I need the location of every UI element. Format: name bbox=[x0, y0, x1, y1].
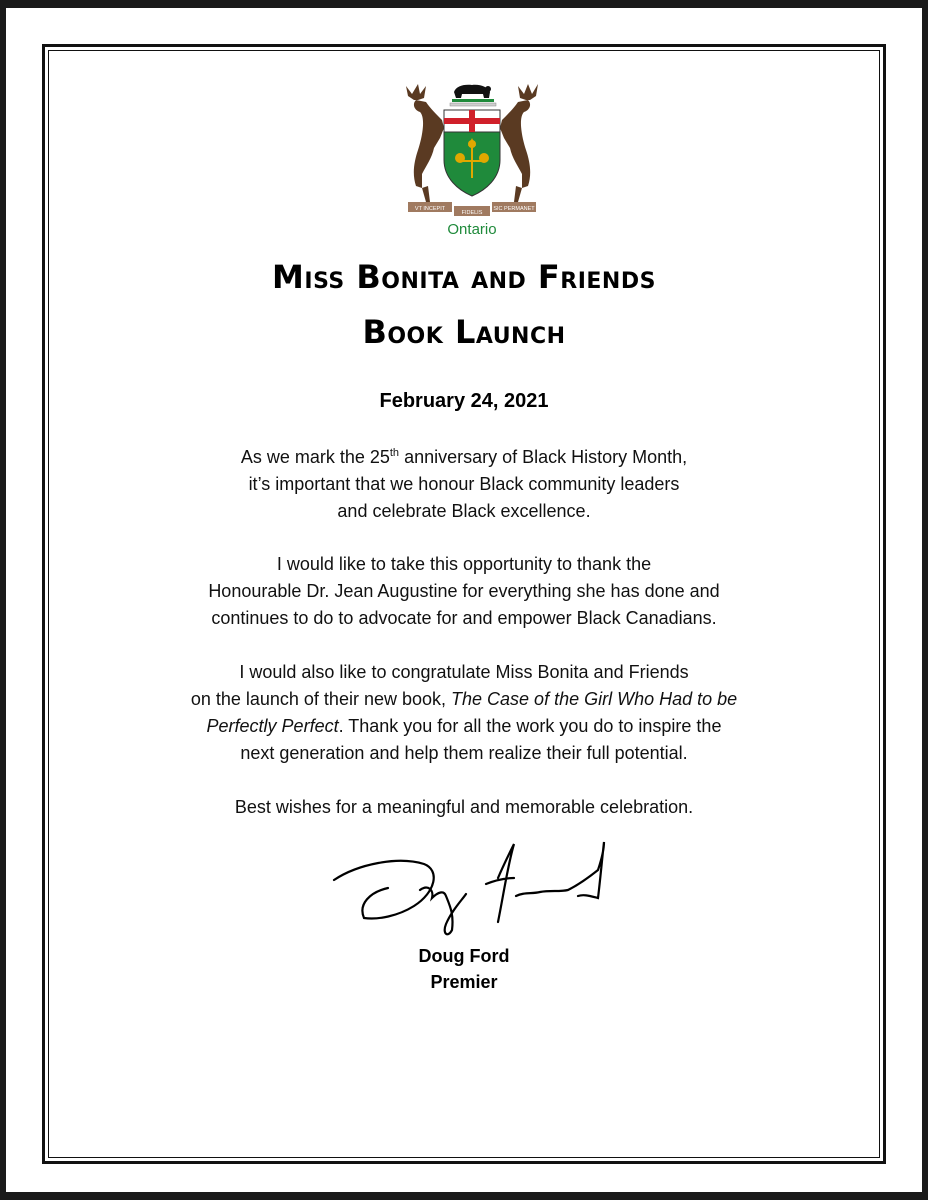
p2-line1: I would like to take this opportunity to thank the bbox=[276, 554, 652, 574]
letter-date: February 24, 2021 bbox=[379, 390, 549, 412]
book-title-part2: Perfectly Perfect bbox=[206, 716, 339, 736]
p3-line4: next generation and help them realize their full potential. bbox=[240, 743, 688, 763]
p1-text-a: As we mark the 25 bbox=[240, 447, 390, 467]
paragraph-2 bbox=[66, 551, 862, 632]
p2-line2: Honourable Dr. Jean Augustine for everything she has done and bbox=[208, 581, 720, 601]
ontario-wordmark: Ontario bbox=[447, 221, 497, 238]
p3-line2-pre: on the launch of their new book, bbox=[190, 689, 452, 709]
bear-icon bbox=[454, 85, 491, 98]
motto-right-text: SIC PERMANET bbox=[493, 206, 535, 212]
motto-center-text: FIDELIS bbox=[461, 210, 483, 216]
shield-icon bbox=[444, 110, 500, 196]
deer-supporter-right-icon bbox=[500, 84, 538, 202]
p1-superscript: th bbox=[389, 447, 400, 459]
p1-text-b: anniversary of Black History Month, bbox=[399, 447, 688, 467]
p3-line1: I would also like to congratulate Miss Bonita and Friends bbox=[239, 662, 689, 682]
paragraph-1 bbox=[66, 444, 862, 525]
paragraph-3 bbox=[66, 659, 862, 767]
signatory-name: Doug Ford bbox=[418, 946, 510, 966]
p2-line3: continues to do to advocate for and empower Black Canadians. bbox=[211, 608, 717, 628]
letter-page bbox=[6, 8, 922, 1192]
p1-line2: it’s important that we honour Black community leaders bbox=[248, 474, 680, 494]
p1-line3: and celebrate Black excellence. bbox=[337, 501, 591, 521]
handwritten-signature bbox=[328, 834, 618, 944]
letter-title-line2: Book Launch bbox=[362, 313, 566, 351]
letter-title-line1: Miss Bonita and Friends bbox=[272, 258, 656, 296]
p3-line3-post: . Thank you for all the work you do to inspire the bbox=[338, 716, 722, 736]
motto-scroll bbox=[408, 202, 536, 216]
moose-supporter-left-icon bbox=[406, 84, 444, 202]
book-title-part1: The Case of the Girl Who Had to be bbox=[451, 689, 738, 709]
signatory-title: Premier bbox=[430, 972, 498, 992]
ontario-coat-of-arms-logo bbox=[392, 78, 552, 238]
paragraph-4: Best wishes for a meaningful and memorable celebration. bbox=[234, 797, 694, 817]
motto-left-text: VT INCEPIT bbox=[414, 206, 446, 212]
